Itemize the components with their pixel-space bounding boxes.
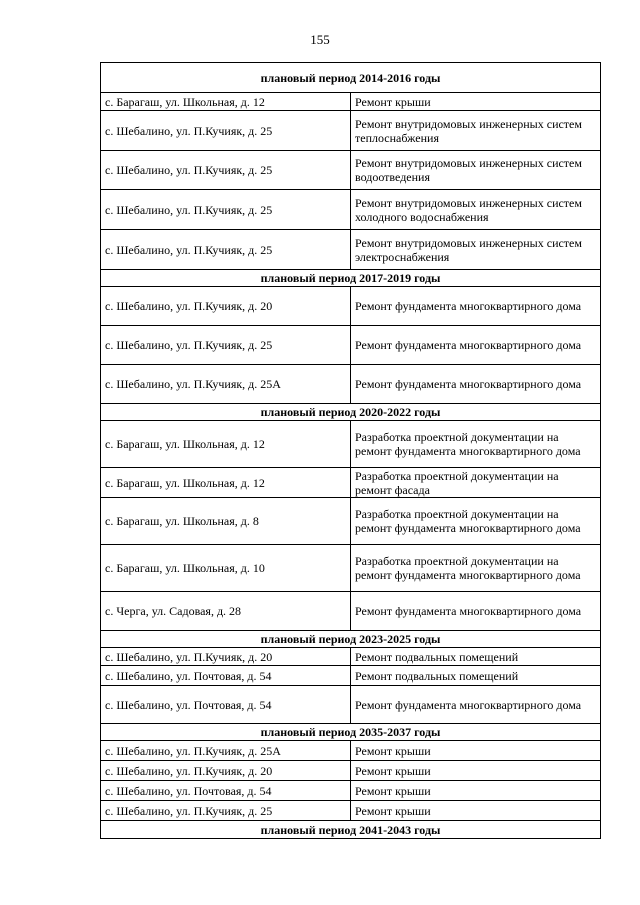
- address-cell: с. Шебалино, ул. П.Кучияк, д. 20: [101, 287, 351, 326]
- work-type-cell: Ремонт внутридомовых инженерных систем водоотведения: [351, 151, 601, 190]
- work-type-cell: Ремонт внутридомовых инженерных систем теплоснабжения: [351, 111, 601, 151]
- work-type-cell: Ремонт фундамента многоквартирного дома: [351, 365, 601, 404]
- table-row: [101, 545, 601, 592]
- address-cell: с. Шебалино, ул. Почтовая, д. 54: [101, 686, 351, 724]
- table-row: [101, 230, 601, 270]
- period-header-row: [101, 821, 601, 839]
- table-row: [101, 741, 601, 761]
- address-cell: с. Барагаш, ул. Школьная, д. 10: [101, 545, 351, 592]
- address-cell: с. Барагаш, ул. Школьная, д. 12: [101, 468, 351, 498]
- work-type-cell: Разработка проектной документации на ремонт фундамента многоквартирного дома: [351, 421, 601, 468]
- period-header-row: [101, 270, 601, 287]
- period-header-row: [101, 404, 601, 421]
- period-title: плановый период 2035-2037 годы: [101, 724, 601, 741]
- table-row: [101, 190, 601, 230]
- work-type-cell: Разработка проектной документации на ремонт фундамента многоквартирного дома: [351, 498, 601, 545]
- table-row: [101, 326, 601, 365]
- period-title: плановый период 2020-2022 годы: [101, 404, 601, 421]
- table-row: [101, 287, 601, 326]
- period-header-row: [101, 63, 601, 93]
- work-type-cell: Ремонт внутридомовых инженерных систем холодного водоснабжения: [351, 190, 601, 230]
- address-cell: с. Шебалино, ул. П.Кучияк, д. 25: [101, 326, 351, 365]
- address-cell: с. Шебалино, ул. П.Кучияк, д. 20: [101, 648, 351, 666]
- table-row: [101, 498, 601, 545]
- table-row: [101, 592, 601, 631]
- period-title: плановый период 2014-2016 годы: [101, 63, 601, 93]
- address-cell: с. Шебалино, ул. П.Кучияк, д. 25: [101, 230, 351, 270]
- table-row: [101, 365, 601, 404]
- address-cell: с. Барагаш, ул. Школьная, д. 12: [101, 421, 351, 468]
- table-row: [101, 93, 601, 111]
- table-row: [101, 781, 601, 801]
- period-header-row: [101, 631, 601, 648]
- table-row: [101, 111, 601, 151]
- address-cell: с. Шебалино, ул. П.Кучияк, д. 25А: [101, 741, 351, 761]
- work-type-cell: Ремонт фундамента многоквартирного дома: [351, 686, 601, 724]
- table-row: [101, 801, 601, 821]
- table-row: [101, 666, 601, 686]
- address-cell: с. Барагаш, ул. Школьная, д. 12: [101, 93, 351, 111]
- work-type-cell: Ремонт крыши: [351, 781, 601, 801]
- address-cell: с. Черга, ул. Садовая, д. 28: [101, 592, 351, 631]
- work-type-cell: Ремонт крыши: [351, 93, 601, 111]
- address-cell: с. Шебалино, ул. П.Кучияк, д. 25: [101, 111, 351, 151]
- address-cell: с. Шебалино, ул. Почтовая, д. 54: [101, 666, 351, 686]
- work-type-cell: Ремонт фундамента многоквартирного дома: [351, 287, 601, 326]
- address-cell: с. Шебалино, ул. П.Кучияк, д. 20: [101, 761, 351, 781]
- address-cell: с. Шебалино, ул. П.Кучияк, д. 25А: [101, 365, 351, 404]
- repair-schedule-table: [100, 62, 601, 839]
- work-type-cell: Ремонт подвальных помещений: [351, 648, 601, 666]
- work-type-cell: Ремонт крыши: [351, 761, 601, 781]
- work-type-cell: Ремонт подвальных помещений: [351, 666, 601, 686]
- work-type-cell: Ремонт фундамента многоквартирного дома: [351, 326, 601, 365]
- period-title: плановый период 2041-2043 годы: [101, 821, 601, 839]
- work-type-cell: Ремонт фундамента многоквартирного дома: [351, 592, 601, 631]
- work-type-cell: Ремонт внутридомовых инженерных систем электроснабжения: [351, 230, 601, 270]
- table-row: [101, 648, 601, 666]
- table-row: [101, 421, 601, 468]
- table-row: [101, 468, 601, 498]
- work-type-cell: Разработка проектной документации на ремонт фасада: [351, 468, 601, 498]
- table-row: [101, 151, 601, 190]
- period-header-row: [101, 724, 601, 741]
- address-cell: с. Шебалино, ул. Почтовая, д. 54: [101, 781, 351, 801]
- period-title: плановый период 2017-2019 годы: [101, 270, 601, 287]
- address-cell: с. Шебалино, ул. П.Кучияк, д. 25: [101, 801, 351, 821]
- address-cell: с. Шебалино, ул. П.Кучияк, д. 25: [101, 151, 351, 190]
- work-type-cell: Ремонт крыши: [351, 741, 601, 761]
- work-type-cell: Ремонт крыши: [351, 801, 601, 821]
- address-cell: с. Шебалино, ул. П.Кучияк, д. 25: [101, 190, 351, 230]
- page-number: 155: [310, 32, 330, 47]
- table-row: [101, 761, 601, 781]
- period-title: плановый период 2023-2025 годы: [101, 631, 601, 648]
- address-cell: с. Барагаш, ул. Школьная, д. 8: [101, 498, 351, 545]
- table-row: [101, 686, 601, 724]
- work-type-cell: Разработка проектной документации на ремонт фундамента многоквартирного дома: [351, 545, 601, 592]
